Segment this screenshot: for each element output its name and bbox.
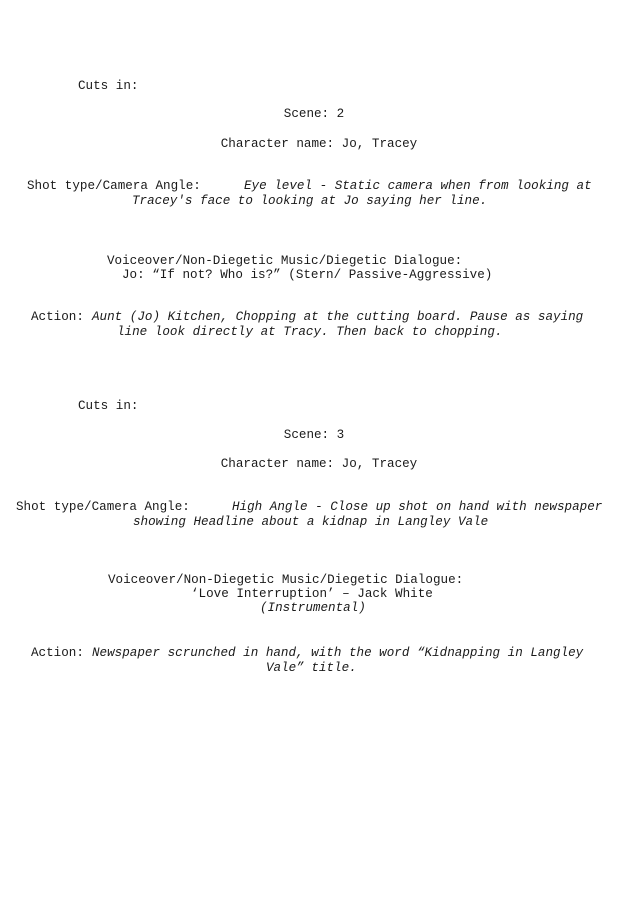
action-description-line1: Aunt (Jo) Kitchen, Chopping at the cutting board. Pause as saying [92, 310, 584, 324]
audio-dialogue-line: Jo: “If not? Who is?” (Stern/ Passive-Aggressive) [122, 268, 493, 282]
cuts-in-label: Cuts in: [78, 79, 139, 93]
scene-number: Scene: 3 [283, 428, 345, 442]
audio-label: Voiceover/Non-Diegetic Music/Diegetic Dialogue: [108, 573, 464, 587]
shot-type-description-line1: Eye level - Static camera when from looking at [244, 179, 592, 193]
shot-type-description-line2: Tracey's face to looking at Jo saying her line. [132, 194, 488, 208]
shot-type-label: Shot type/Camera Angle: [16, 500, 190, 514]
character-names: Character name: Jo, Tracey [220, 137, 418, 151]
shot-type-label: Shot type/Camera Angle: [27, 179, 201, 193]
action-description-line2: Vale” title. [266, 661, 357, 675]
audio-label: Voiceover/Non-Diegetic Music/Diegetic Dialogue: [107, 254, 463, 268]
cuts-in-label: Cuts in: [78, 399, 139, 413]
shot-type-description-line1: High Angle - Close up shot on hand with newspaper [232, 500, 603, 514]
action-label: Action: [31, 646, 84, 660]
audio-music-title: ‘Love Interruption’ – Jack White [191, 587, 433, 601]
shot-type-description-line2: showing Headline about a kidnap in Langley Vale [133, 515, 489, 529]
action-description-line1: Newspaper scrunched in hand, with the word “Kidnapping in Langley [92, 646, 584, 660]
character-names: Character name: Jo, Tracey [220, 457, 418, 471]
scene-number: Scene: 2 [283, 107, 345, 121]
action-description-line2: line look directly at Tracy. Then back to chopping. [117, 325, 503, 339]
audio-music-note: (Instrumental) [260, 601, 366, 615]
action-label: Action: [31, 310, 84, 324]
